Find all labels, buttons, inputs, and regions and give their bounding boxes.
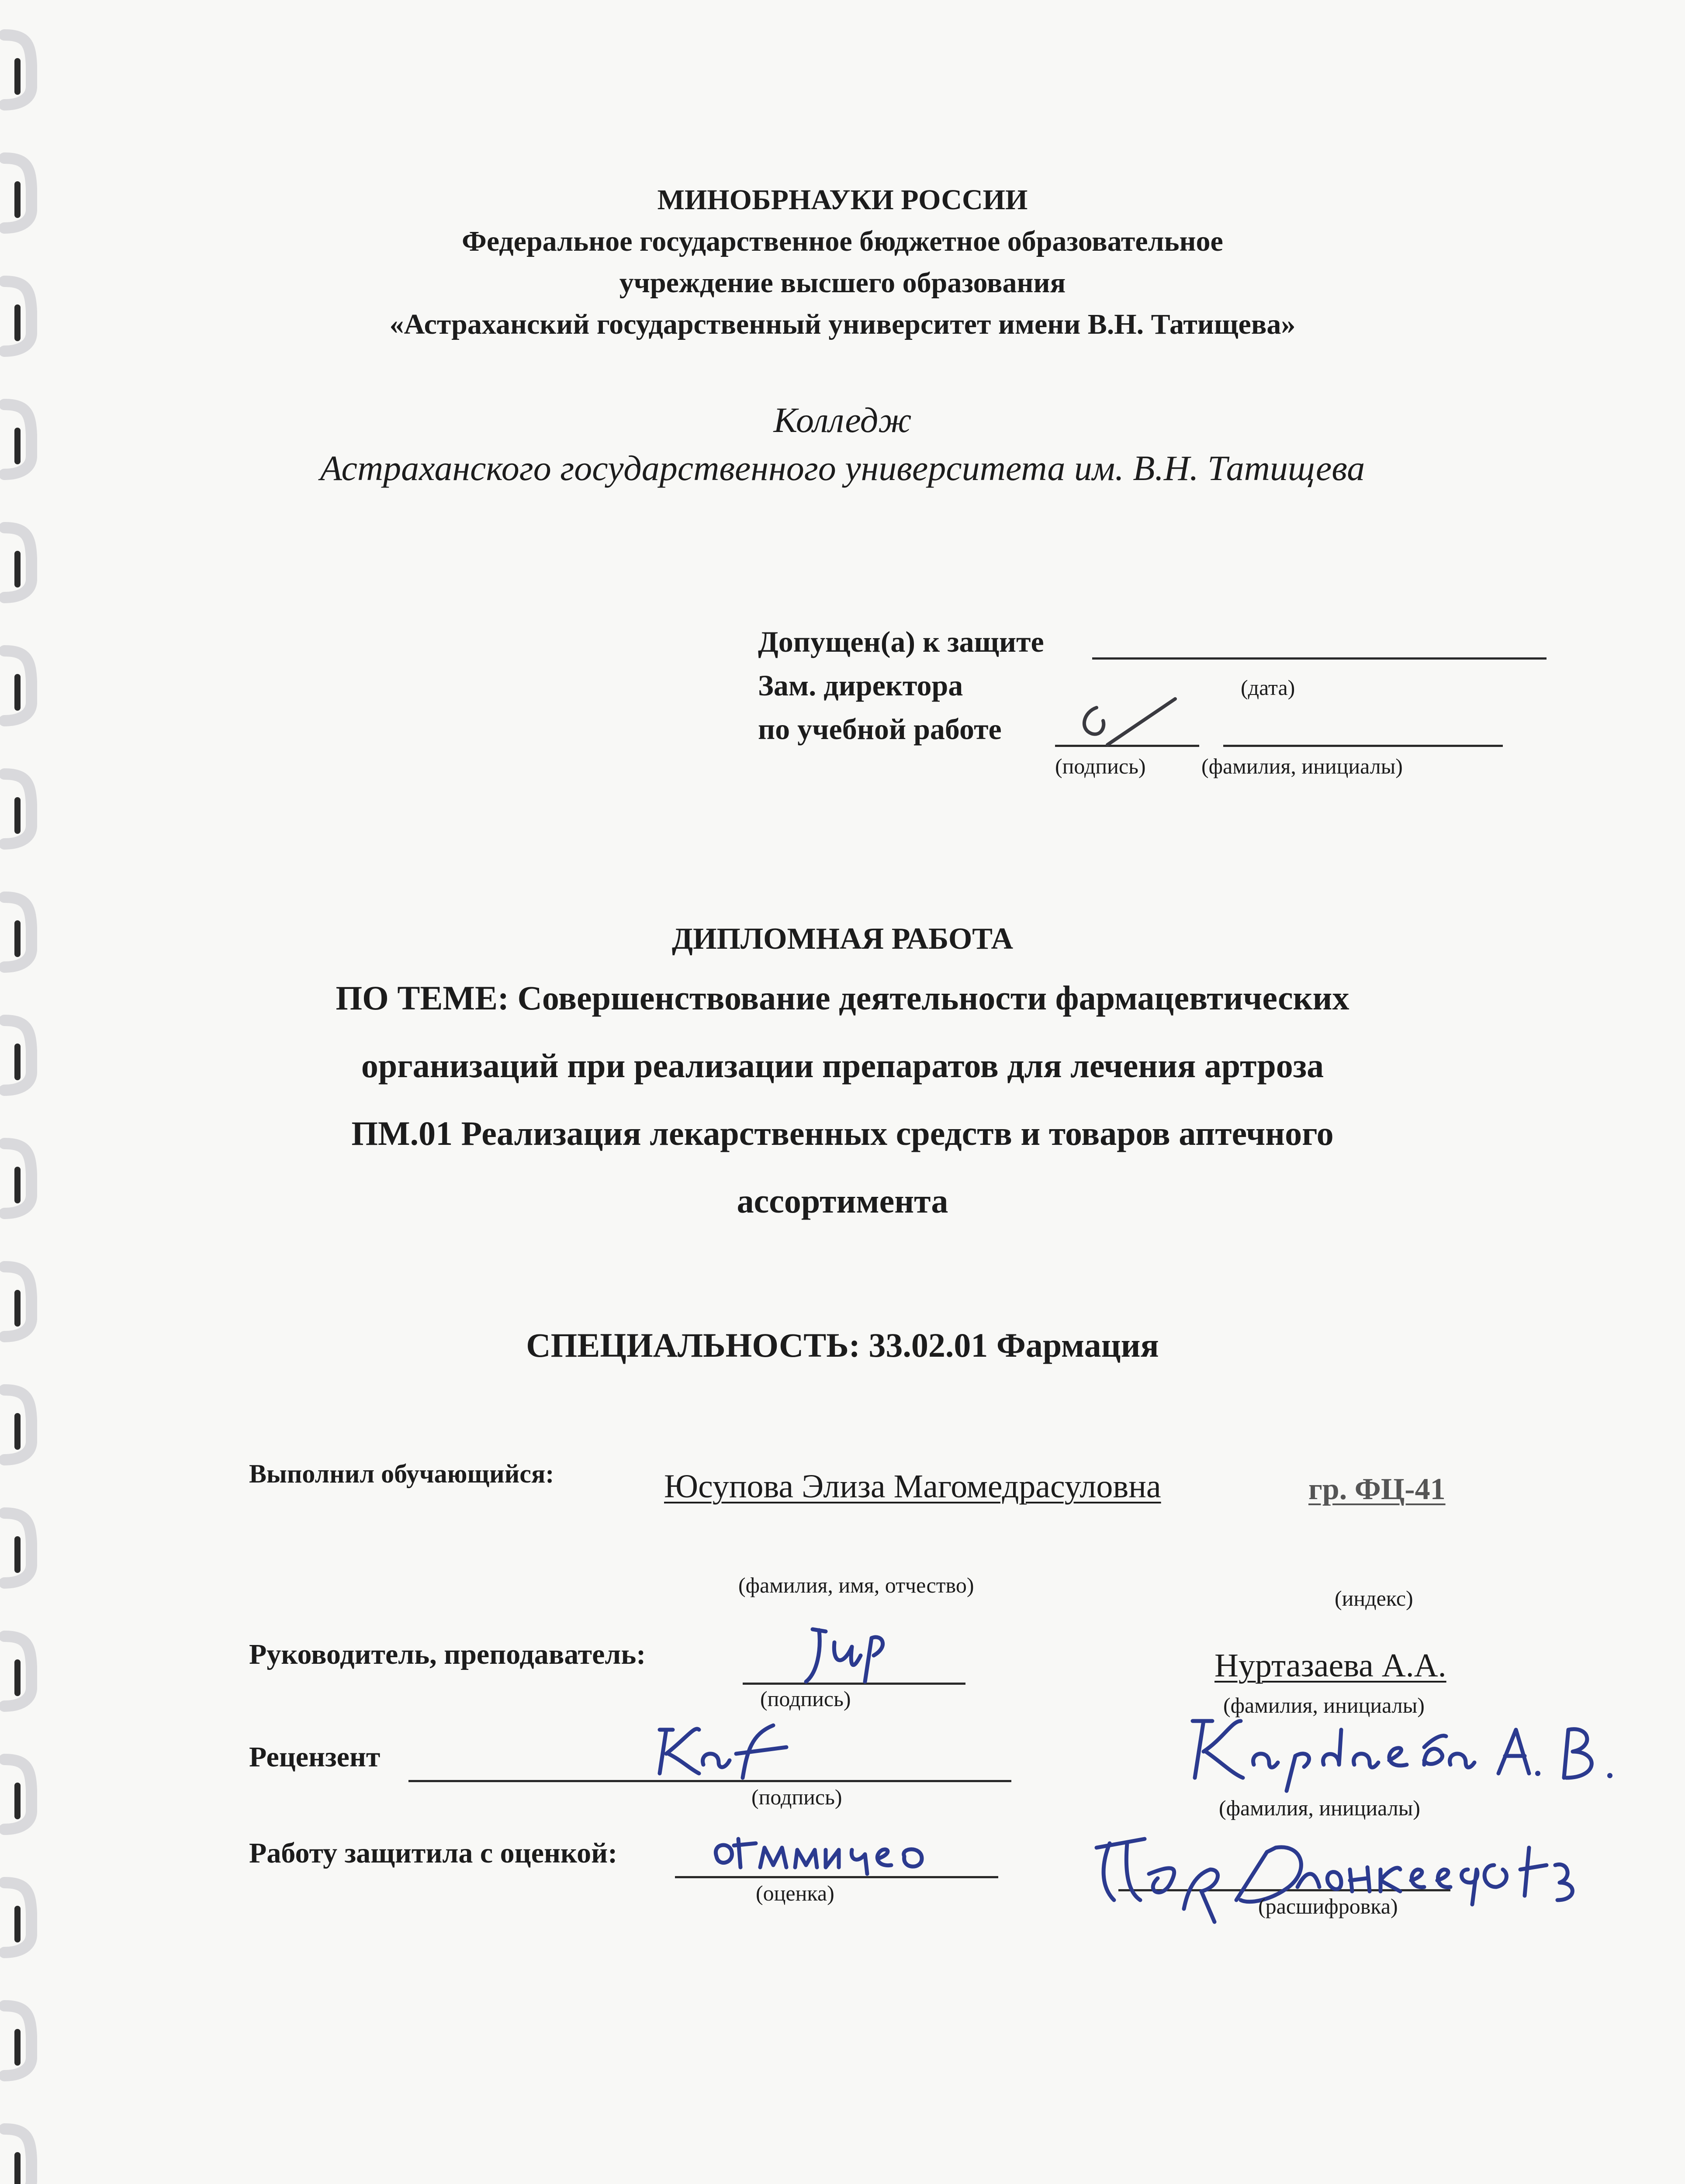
topic-line-4: ассортимента <box>737 1182 948 1220</box>
document-type: ДИПЛОМНАЯ РАБОТА <box>671 922 1014 956</box>
supervisor-name: Нуртазаева А.А. <box>1214 1647 1446 1684</box>
binding-ring <box>4 774 31 844</box>
reviewer-label: Рецензент <box>249 1741 381 1773</box>
binding-ring <box>4 528 31 598</box>
admitted-label: Допущен(а) к защите <box>758 625 1044 658</box>
student-label: Выполнил обучающийся: <box>249 1459 554 1488</box>
grade-caption: (оценка) <box>756 1881 834 1905</box>
reviewer-signature-caption: (подпись) <box>751 1785 842 1809</box>
deputy-label: Зам. директора <box>758 669 963 702</box>
binding-ring <box>4 1390 31 1460</box>
specialty: СПЕЦИАЛЬНОСТЬ: 33.02.01 Фармация <box>526 1326 1159 1364</box>
signature-caption: (подпись) <box>1055 754 1146 778</box>
reviewer-name-caption: (фамилия, инициалы) <box>1219 1796 1420 1820</box>
institution-line-2: учреждение высшего образования <box>619 267 1066 299</box>
student-name: Юсупова Элиза Магомедрасуловна <box>664 1468 1161 1505</box>
reviewer-handwritten-name <box>1180 1704 1643 1804</box>
college-line-2: Астраханского государственного университета им. В.Н. Татищева <box>320 448 1365 488</box>
deputy-signature <box>1066 690 1206 751</box>
student-group-caption: (индекс) <box>1335 1586 1413 1610</box>
supervisor-label: Руководитель, преподаватель: <box>249 1638 646 1670</box>
binding-ring <box>4 1636 31 1706</box>
binding-ring <box>4 2129 31 2184</box>
grade-handwritten <box>708 1826 952 1878</box>
binding-ring <box>4 35 31 105</box>
defense-label: Работу защитила с оценкой: <box>249 1837 618 1869</box>
admission-date-line <box>1092 657 1547 660</box>
reviewer-signature <box>642 1712 799 1787</box>
student-group: гр. ФЦ-41 <box>1308 1472 1446 1506</box>
binding-ring <box>4 1883 31 1952</box>
binding-ring <box>4 651 31 721</box>
institution-line-3: «Астраханский государственный университет имени В.Н. Татищева» <box>389 308 1296 340</box>
committee-signature <box>1083 1821 1651 1939</box>
college-line-1: Колледж <box>773 400 912 440</box>
decode-caption: (расшифровка) <box>1258 1894 1398 1918</box>
institution-line-1: Федеральное государственное бюджетное образовательное <box>462 225 1223 257</box>
supervisor-signature-caption: (подпись) <box>760 1686 851 1711</box>
deputy-name-line <box>1223 745 1503 747</box>
binding-ring <box>4 1513 31 1583</box>
name-caption: (фамилия, инициалы) <box>1201 754 1403 778</box>
topic-line-3: ПМ.01 Реализация лекарственных средств и товаров аптечного <box>351 1114 1334 1152</box>
supervisor-name-caption: (фамилия, инициалы) <box>1223 1693 1425 1717</box>
topic-line-1: ПО ТЕМЕ: Совершенствование деятельности фармацевтических <box>336 979 1349 1017</box>
binding-ring <box>4 1759 31 1829</box>
student-name-caption: (фамилия, имя, отчество) <box>738 1573 974 1597</box>
academic-label: по учебной работе <box>758 712 1002 746</box>
date-caption: (дата) <box>1241 675 1295 700</box>
topic-line-2: организаций при реализации препаратов для лечения артроза <box>361 1047 1324 1085</box>
supervisor-signature <box>795 1616 900 1695</box>
ministry-name: МИНОБРНАУКИ РОССИИ <box>657 184 1028 216</box>
binding-ring <box>4 2006 31 2076</box>
